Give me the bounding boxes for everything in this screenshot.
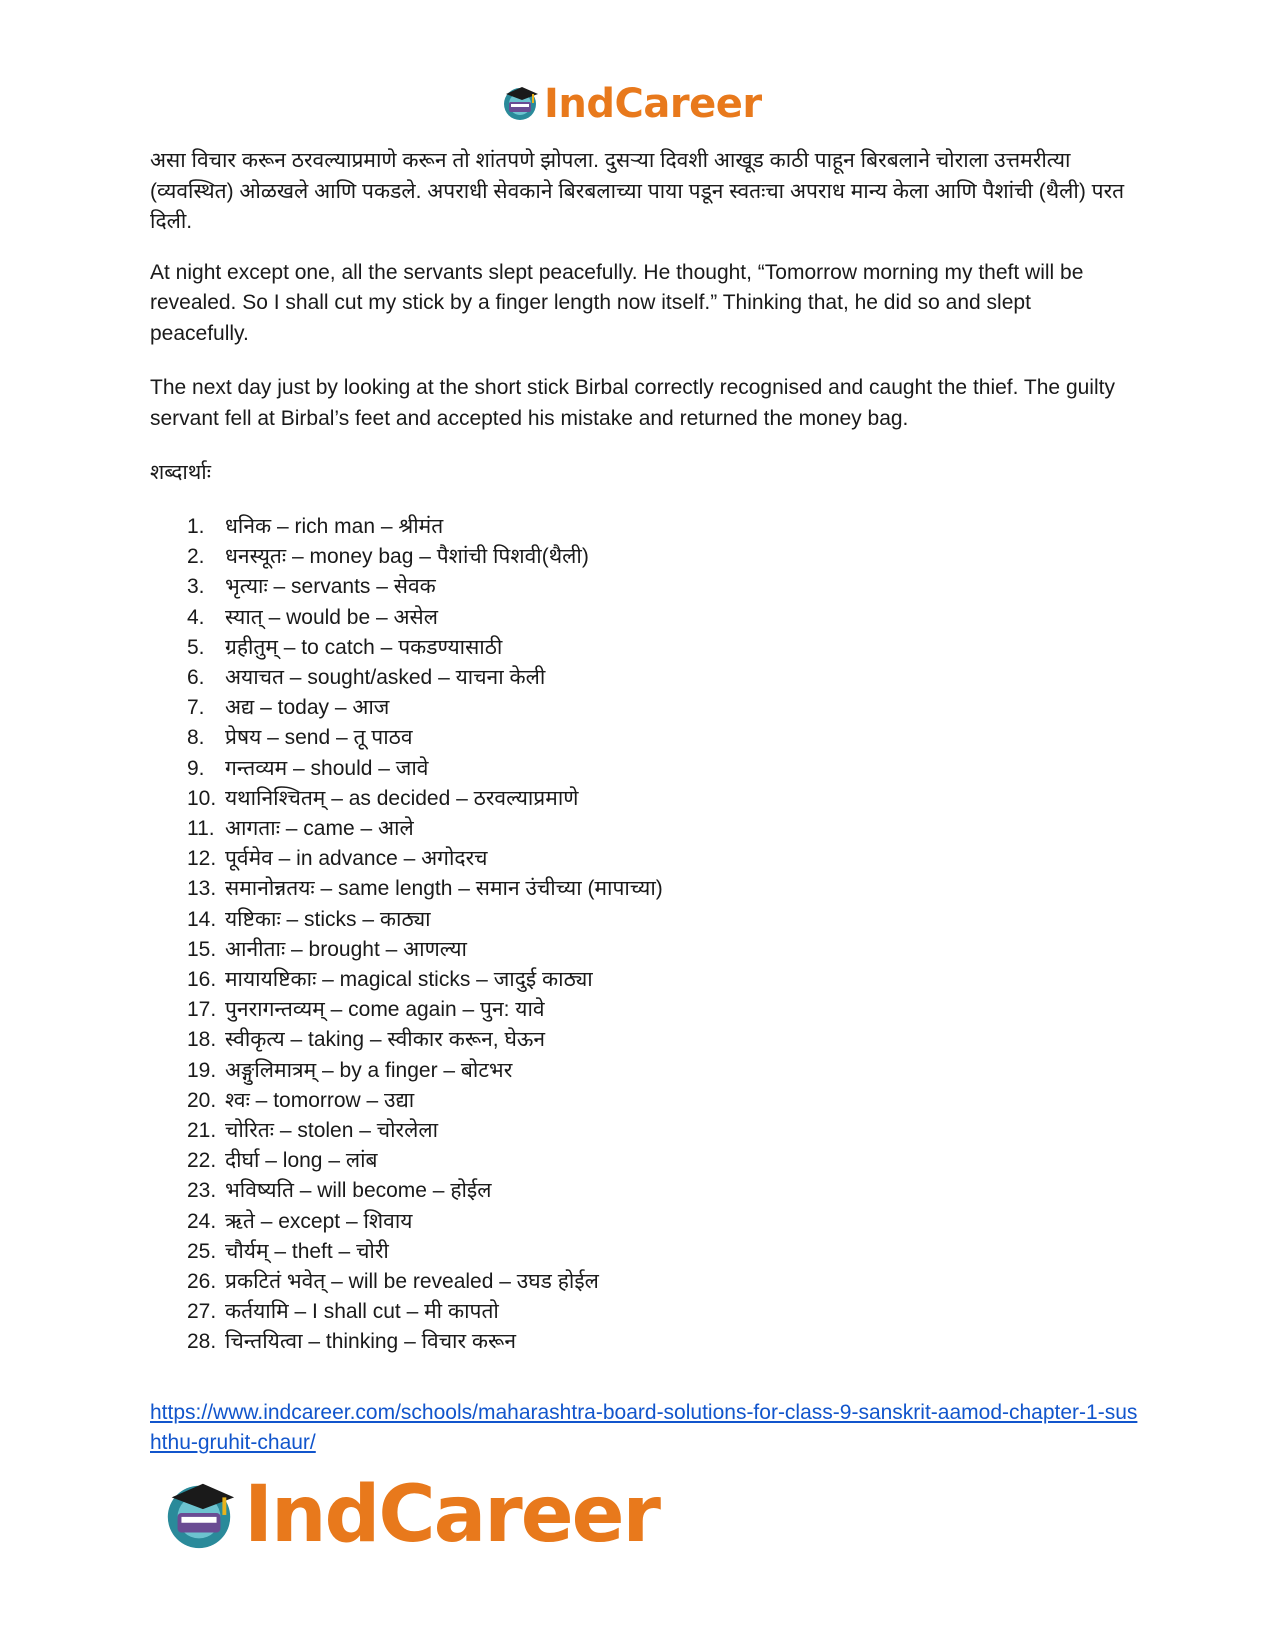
glossary-item	[187, 1237, 1135, 1267]
glossary-item-number: 3.	[187, 575, 205, 599]
glossary-item	[187, 512, 1135, 542]
glossary-item-number: 26.	[187, 1270, 217, 1294]
glossary-item-number: 2.	[187, 545, 205, 569]
graduation-cap-globe-icon	[160, 1474, 238, 1557]
glossary-item-number: 17.	[187, 998, 217, 1022]
glossary-item	[187, 603, 1135, 633]
glossary-item-text: गन्तव्यम – should – जावे	[225, 756, 429, 780]
glossary-item-text: भृत्याः – servants – सेवक	[225, 575, 436, 599]
glossary-item-text: स्वीकृत्य – taking – स्वीकार करून, घेऊन	[225, 1028, 546, 1052]
glossary-item	[187, 1146, 1135, 1176]
glossary-item	[187, 693, 1135, 723]
glossary-item	[187, 542, 1135, 572]
glossary-item-text: भविष्यति – will become – होईल	[225, 1179, 492, 1203]
glossary-item	[187, 572, 1135, 602]
glossary-item	[187, 1116, 1135, 1146]
glossary-item-number: 8.	[187, 726, 205, 750]
glossary-item-number: 13.	[187, 877, 217, 901]
header-logo	[500, 76, 780, 132]
glossary-item-number: 10.	[187, 786, 217, 810]
glossary-item-text: अयाचत – sought/asked – याचना केली	[225, 666, 546, 690]
glossary-item	[187, 1297, 1135, 1327]
glossary-item-number: 12.	[187, 847, 217, 871]
glossary-item	[187, 814, 1135, 844]
glossary-item	[187, 633, 1135, 663]
glossary-item-text: चौर्यम् – theft – चोरी	[225, 1239, 389, 1263]
glossary-item-text: यष्टिकाः – sticks – काठ्या	[225, 907, 431, 931]
glossary-item	[187, 754, 1135, 784]
glossary-item	[187, 874, 1135, 904]
glossary-item-number: 23.	[187, 1179, 217, 1203]
glossary-item	[187, 935, 1135, 965]
glossary-item-number: 14.	[187, 907, 217, 931]
glossary-item-text: पुनरागन्तव्यम् – come again – पुन: यावे	[225, 998, 545, 1022]
glossary-item-number: 18.	[187, 1028, 217, 1052]
glossary-item	[187, 1025, 1135, 1055]
glossary-item	[187, 965, 1135, 995]
glossary-item	[187, 723, 1135, 753]
glossary-item-text: प्रकटितं भवेत् – will be revealed – उघड होईल	[225, 1270, 599, 1294]
glossary-item	[187, 663, 1135, 693]
glossary-item-number: 21.	[187, 1119, 217, 1143]
glossary-item-text: आगताः – came – आले	[225, 817, 414, 841]
footer-brand-name: IndCareer	[244, 1470, 659, 1560]
glossary-item	[187, 1056, 1135, 1086]
glossary-item-number: 22.	[187, 1149, 217, 1173]
glossary-item	[187, 844, 1135, 874]
glossary-item-text: ग्रहीतुम् – to catch – पकडण्यासाठी	[225, 635, 503, 659]
glossary-item-text: स्यात् – would be – असेल	[225, 605, 438, 629]
glossary-item-number: 27.	[187, 1300, 217, 1324]
glossary-item-text: दीर्घा – long – लांब	[225, 1149, 378, 1173]
glossary-item	[187, 1086, 1135, 1116]
glossary-item-number: 19.	[187, 1058, 217, 1082]
glossary-item	[187, 1267, 1135, 1297]
glossary-item-text: प्रेषय – send – तू पाठव	[225, 726, 413, 750]
glossary-item-text: श्वः – tomorrow – उद्या	[225, 1088, 415, 1112]
glossary-item	[187, 784, 1135, 814]
glossary-item	[187, 1207, 1135, 1237]
glossary-item-text: समानोन्नतयः – same length – समान उंचीच्या (मापाच्या)	[225, 877, 663, 901]
marathi-paragraph: असा विचार करून ठरवल्याप्रमाणे करून तो शांतपणे झोपला. दुसऱ्या दिवशी आखूड काठी पाहून बिरबलाने चोराला उत्तमरीत्या (व्यवस्थित) ओळखले आणि पकडले. अपराधी सेवकाने बिरबलाच्या पाया पडून स्वतःचा अपराध मान्य केला आणि पैशांची (थैली) परत दिली.	[150, 149, 1125, 233]
glossary-item-number: 20.	[187, 1088, 217, 1112]
glossary-item-text: धनिक – rich man – श्रीमंत	[225, 515, 444, 538]
glossary-item-number: 15.	[187, 937, 217, 961]
glossary-heading: शब्दार्थाः	[150, 461, 211, 484]
glossary-item-text: पूर्वमेव – in advance – अगोदरच	[225, 847, 488, 871]
glossary-item-text: धनस्यूतः – money bag – पैशांची पिशवी(थैली)	[225, 545, 589, 569]
glossary-item-number: 11.	[187, 817, 215, 841]
glossary-item-text: मायायष्टिकाः – magical sticks – जादुई काठ्या	[225, 968, 593, 992]
english-paragraph-2: The next day just by looking at the short stick Birbal correctly recognised and caught the thief. The guilty servant fell at Birbal’s feet and accepted his mistake and returned the money bag.	[150, 376, 1115, 430]
glossary-item-text: यथानिश्चितम् – as decided – ठरवल्याप्रमाणे	[225, 786, 579, 810]
glossary-list	[150, 512, 1135, 1358]
graduation-cap-globe-icon	[500, 82, 540, 127]
glossary-item-number: 28.	[187, 1330, 217, 1354]
glossary-item-number: 5.	[187, 635, 205, 659]
glossary-item-text: ऋते – except – शिवाय	[225, 1209, 413, 1233]
glossary-item	[187, 905, 1135, 935]
glossary-item	[187, 995, 1135, 1025]
glossary-item	[187, 1176, 1135, 1206]
glossary-item-text: कर्तयामि – I shall cut – मी कापतो	[225, 1300, 499, 1324]
footer-logo	[160, 1472, 700, 1558]
glossary-item-text: आनीताः – brought – आणल्या	[225, 937, 467, 961]
glossary-item-number: 1.	[187, 515, 205, 538]
glossary-item	[187, 1327, 1135, 1357]
glossary-item-number: 9.	[187, 756, 205, 780]
glossary-item-text: अङ्गुलिमात्रम् – by a finger – बोटभर	[225, 1058, 513, 1082]
glossary-item-number: 4.	[187, 605, 205, 629]
brand-name: IndCareer	[544, 81, 762, 127]
glossary-item-number: 25.	[187, 1239, 217, 1263]
glossary-item-text: अद्य – today – आज	[225, 696, 390, 720]
glossary-item-number: 6.	[187, 666, 205, 690]
glossary-item-text: चोरितः – stolen – चोरलेला	[225, 1119, 439, 1143]
glossary-item-text: चिन्तयित्वा – thinking – विचार करून	[225, 1330, 517, 1354]
glossary-item-number: 7.	[187, 696, 205, 720]
english-paragraph-1: At night except one, all the servants slept peacefully. He thought, “Tomorrow morning my theft will be revealed. So I shall cut my stick by a finger length now itself.” Thinking that, he did so and slept peacefully.	[150, 260, 1084, 345]
source-link[interactable]: https://www.indcareer.com/schools/maharashtra-board-solutions-for-class-9-sanskrit-aamod-chapter-1-sushthu-gruhit-chaur/	[150, 1401, 1138, 1454]
glossary-item-number: 24.	[187, 1209, 217, 1233]
glossary-item-number: 16.	[187, 968, 217, 992]
document-body	[150, 146, 1135, 1358]
